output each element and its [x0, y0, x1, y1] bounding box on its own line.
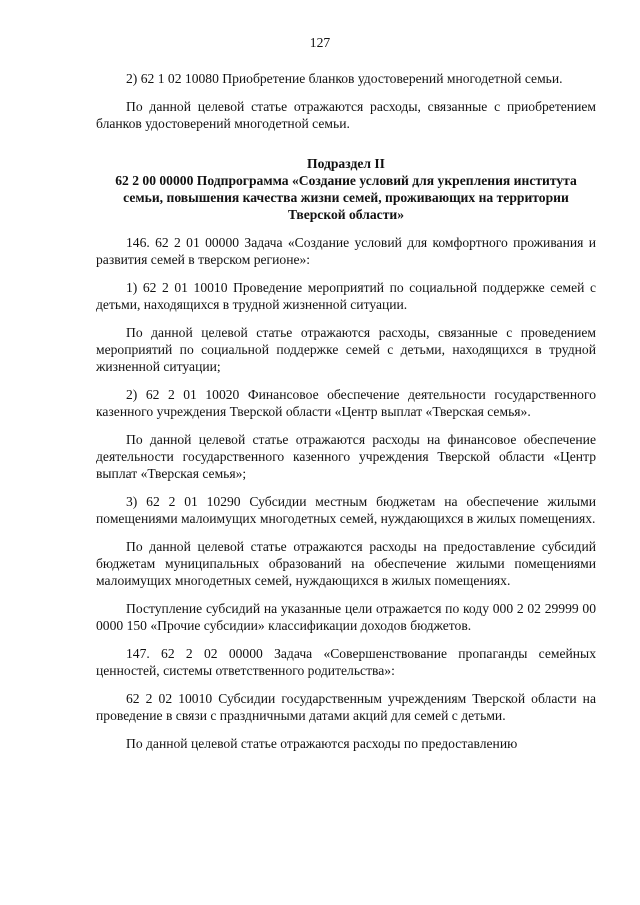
paragraph: 62 2 02 10010 Субсидии государственным учреждениям Тверской области на проведение в связи с праздничными датами акций для семей с детьми.	[96, 691, 596, 723]
paragraph: По данной целевой статье отражаются расходы на финансовое обеспечение деятельности государственного казенного учреждения Тверской области «Центр выплат «Тверская семья»;	[96, 432, 596, 481]
paragraph: 146. 62 2 01 00000 Задача «Создание условий для комфортного проживания и развития семей в тверском регионе»:	[96, 235, 596, 267]
paragraph: 147. 62 2 02 00000 Задача «Совершенствование пропаганды семейных ценностей, системы ответственного родительства»:	[96, 646, 596, 678]
paragraph: По данной целевой статье отражаются расходы на предоставление субсидий бюджетам муниципальных образований на обеспечение жилыми помещениями малоимущих многодетных семей, нуждающихся в жилых помещениях.	[96, 539, 596, 588]
paragraph: 2) 62 1 02 10080 Приобретение бланков удостоверений многодетной семьи.	[126, 71, 563, 86]
subprogram-title: 62 2 00 00000 Подпрограмма «Создание условий для укрепления института семьи, повышения качества жизни семей, проживающих на территории Тверской области»	[115, 173, 577, 222]
page-number: 127	[309, 35, 331, 50]
paragraph: 3) 62 2 01 10290 Субсидии местным бюджетам на обеспечение жилыми помещениями малоимущих многодетных семей, нуждающихся в жилых помещениях.	[96, 494, 596, 526]
page-content	[96, 70, 596, 752]
paragraph: По данной целевой статье отражаются расходы, связанные с проведением мероприятий по социальной поддержке семей с детьми, находящихся в трудной жизненной ситуации;	[96, 325, 596, 374]
subsection-title: Подраздел II	[307, 156, 385, 171]
paragraph: Поступление субсидий на указанные цели отражается по коду 000 2 02 29999 00 0000 150 «Прочие субсидии» классификации доходов бюджетов.	[96, 601, 596, 633]
paragraph: 1) 62 2 01 10010 Проведение мероприятий по социальной поддержке семей с детьми, находящихся в трудной жизненной ситуации.	[96, 280, 596, 312]
paragraph: По данной целевой статье отражаются расходы, связанные с приобретением бланков удостоверений многодетной семьи.	[96, 99, 596, 131]
paragraph: 2) 62 2 01 10020 Финансовое обеспечение деятельности государственного казенного учреждения Тверской области «Центр выплат «Тверская семья».	[96, 387, 596, 419]
paragraph: По данной целевой статье отражаются расходы по предоставлению	[126, 736, 518, 751]
